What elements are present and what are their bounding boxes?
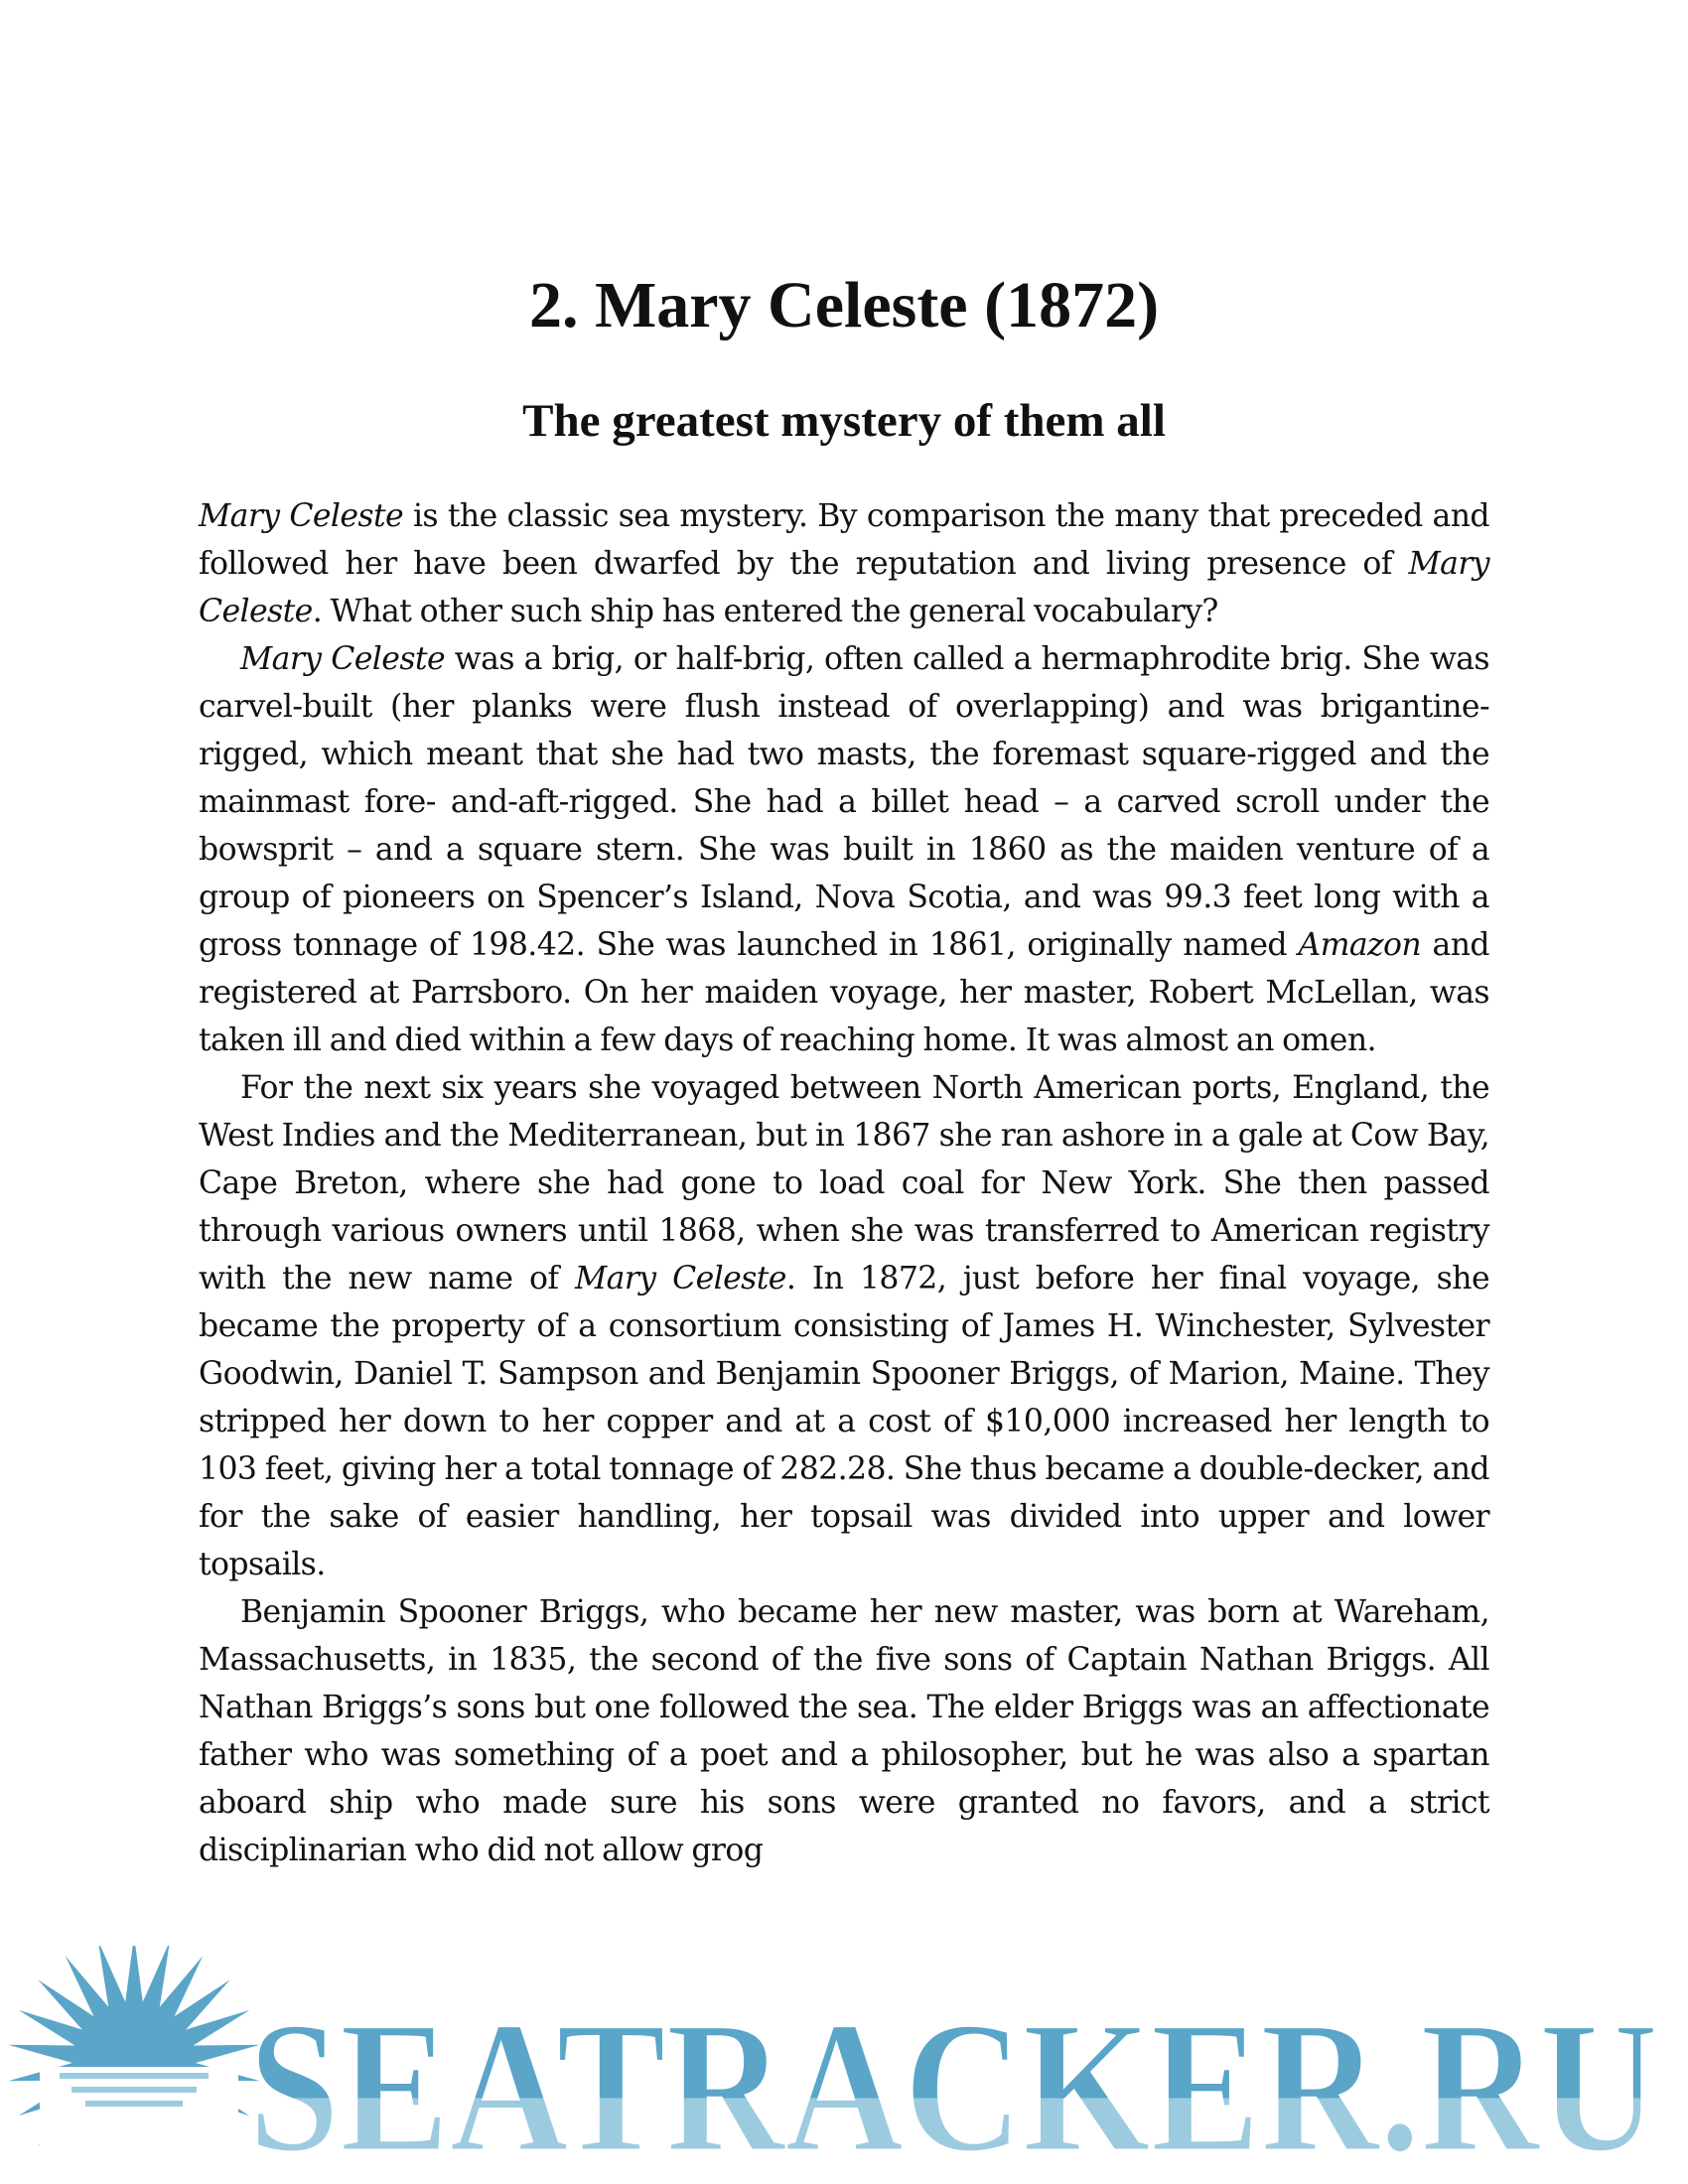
ship-name: Mary Celeste <box>575 1261 786 1297</box>
watermark-text: SEATRACKER.RU <box>248 1983 1658 2184</box>
ship-name: Mary Celeste <box>240 641 445 677</box>
chapter-title: 2. Mary Celeste (1872) <box>528 269 1160 341</box>
paragraph-text: For the next six years she voyaged between North American ports, England, the West Indies and the Mediterranean, but in 1867 she ran ashore in a gale at Cow Bay, Cape Breton, where she had gone to load coal for New York. She then passed through various owners until 1868, when she was transferred to American registry with the new name of <box>199 1070 1489 1297</box>
paragraph-2 <box>199 635 1489 1064</box>
paragraph-text: Benjamin Spooner Briggs, who became her new master, was born at Wareham, Massachusetts, in 1835, the second of the five sons of Captain Nathan Briggs. All Nathan Briggs’s sons but one followed the sea. The elder Briggs was an affectionate father who was something of a poet and a philosopher, but he was also a spartan aboard ship who made sure his sons were granted no favors, and a strict disciplinarian who did not allow grog <box>199 1594 1489 1868</box>
ship-name: Mary Celeste <box>199 498 404 534</box>
paragraph-text: is the classic sea mystery. By comparison the many that preceded and followed her have been dwarfed by the reputation and living presence of <box>199 498 1489 582</box>
paragraph-text: was a brig, or half-brig, often called a hermaphrodite brig. She was carvel-built (her planks were flush instead of overlapping) and was brigantine-rigged, which meant that she had two masts, the foremast square-rigged and the mainmast fore- and-aft-rigged. She had a billet head – a carved scroll under the bowsprit – and a square stern. She was built in 1860 as the maiden venture of a group of pioneers on Spencer’s Island, Nova Scotia, and was 99.3 feet long with a gross tonnage of 198.42. She was launched in 1861, originally named <box>199 641 1489 963</box>
paragraph-text: . What other such ship has entered the general vocabulary? <box>312 594 1218 629</box>
chapter-subtitle: The greatest mystery of them all <box>522 395 1166 447</box>
paragraph-3 <box>199 1064 1489 1588</box>
ship-name: Amazon <box>1298 927 1422 963</box>
body-text <box>199 492 1489 1874</box>
paragraph-4 <box>199 1588 1489 1874</box>
sun-icon <box>8 1946 259 2184</box>
paragraph-text: and registered at Parrsboro. On her maiden voyage, her master, Robert McLellan, was taken ill and died within a few days of reaching home. It was almost an omen. <box>199 927 1489 1058</box>
ship-name: Mary Celeste <box>199 546 1489 629</box>
watermark-logo <box>0 1946 1688 2184</box>
paragraph-1 <box>199 492 1489 635</box>
paragraph-text: . In 1872, just before her final voyage, she became the property of a consortium consisting of James H. Winchester, Sylvester Goodwin, Daniel T. Sampson and Benjamin Spooner Briggs, of Marion, Maine. They stripped her down to her copper and at a cost of $10,000 increased her length to 103 feet, giving her a total tonnage of 282.28. She thus became a double-decker, and for the sake of easier handling, her topsail was divided into upper and lower topsails. <box>199 1261 1489 1582</box>
